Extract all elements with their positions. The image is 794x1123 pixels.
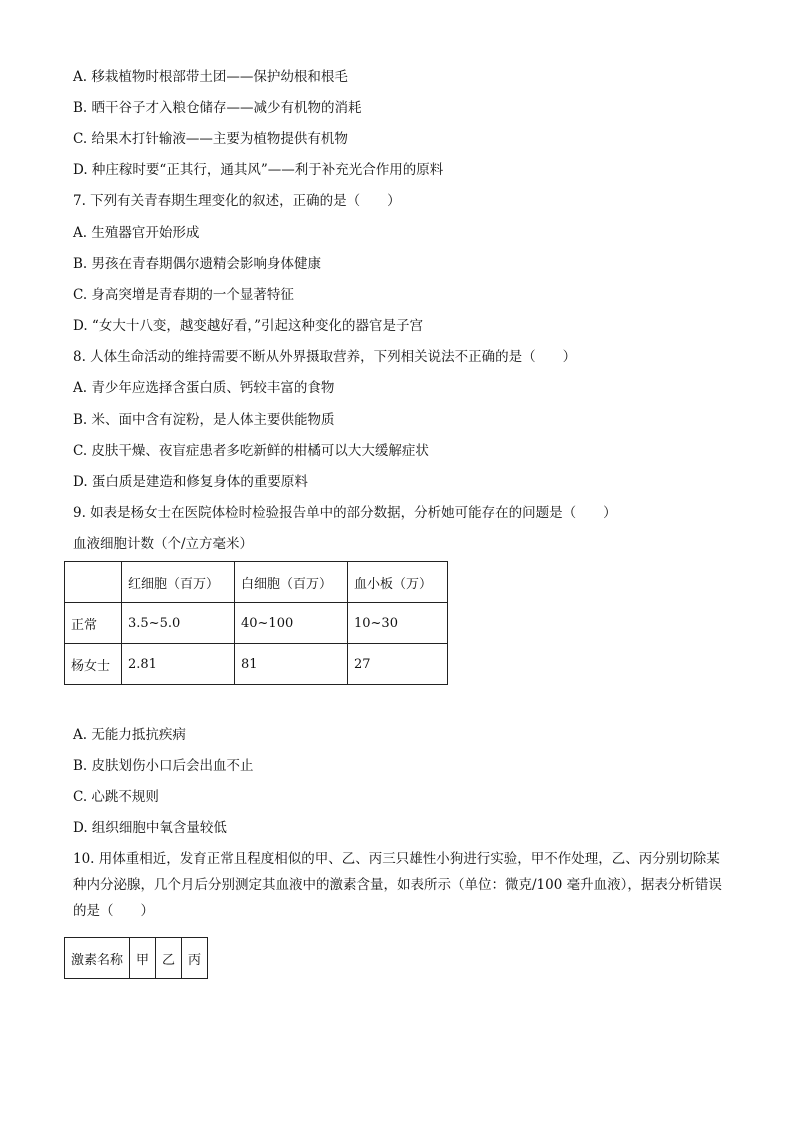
q8-option-d: D. 蛋白质是建造和修复身体的重要原料 <box>73 474 308 490</box>
q9-stem: 9. 如表是杨女士在医院体检时检验报告单中的部分数据，分析她可能存在的问题是（ ） <box>73 505 617 521</box>
q7-option-b: B. 男孩在青春期偶尔遗精会影响身体健康 <box>73 256 322 272</box>
table-header-cell <box>65 562 122 603</box>
q9-option-c: C. 心跳不规则 <box>73 789 159 805</box>
q6-option-c: C. 给果木打针输液——主要为植物提供有机物 <box>73 131 348 147</box>
table-header-cell: 白细胞（百万） <box>235 562 348 603</box>
q9-table-caption: 血液细胞计数（个/立方毫米） <box>73 536 254 552</box>
q7-option-d: D. “女大十八变，越变越好看，”引起这种变化的器官是子宫 <box>73 318 423 334</box>
q7-option-c: C. 身高突增是青春期的一个显著特征 <box>73 287 294 303</box>
hormone-table <box>64 937 208 979</box>
q8-stem: 8. 人体生命活动的维持需要不断从外界摄取营养，下列相关说法不正确的是（ ） <box>73 349 577 365</box>
q7-option-a: A. 生殖器官开始形成 <box>73 225 200 241</box>
table-cell: 40~100 <box>235 603 348 644</box>
table-header-cell: 乙 <box>156 938 182 979</box>
q6-option-a: A. 移栽植物时根部带土团——保护幼根和根毛 <box>73 69 348 85</box>
table-cell: 81 <box>235 644 348 685</box>
table-cell: 10~30 <box>348 603 448 644</box>
table-row <box>65 644 448 685</box>
table-row <box>65 562 448 603</box>
table-header-cell: 甲 <box>130 938 156 979</box>
table-header-cell: 丙 <box>182 938 208 979</box>
table-cell: 27 <box>348 644 448 685</box>
q10-stem: 10. 用体重相近，发育正常且程度相似的甲、乙、丙三只雄性小狗进行实验，甲不作处理，乙、丙分别切除某种内分泌腺，几个月后分别测定其血液中的激素含量，如表所示（单位：微克/100 毫升血液），据表分析错误的是（ ） <box>73 851 722 919</box>
table-header-cell: 血小板（万） <box>348 562 448 603</box>
table-cell: 3.5~5.0 <box>122 603 235 644</box>
q8-option-c: C. 皮肤干燥、夜盲症患者多吃新鲜的柑橘可以大大缓解症状 <box>73 443 429 459</box>
q8-option-a: A. 青少年应选择含蛋白质、钙较丰富的食物 <box>73 380 335 396</box>
q6-option-d: D. 种庄稼时要“正其行，通其风”——利于补充光合作用的原料 <box>73 162 444 178</box>
q9-option-d: D. 组织细胞中氧含量较低 <box>73 820 227 836</box>
q7-stem: 7. 下列有关青春期生理变化的叙述，正确的是（ ） <box>73 193 401 209</box>
table-cell: 杨女士 <box>65 644 122 685</box>
q8-option-b: B. 米、面中含有淀粉，是人体主要供能物质 <box>73 412 335 428</box>
table-row <box>65 603 448 644</box>
table-header-cell: 激素名称 <box>65 938 130 979</box>
q9-option-a: A. 无能力抵抗疾病 <box>73 727 186 743</box>
table-header-cell: 红细胞（百万） <box>122 562 235 603</box>
q9-option-b: B. 皮肤划伤小口后会出血不止 <box>73 758 254 774</box>
table-cell: 正常 <box>65 603 122 644</box>
table-cell: 2.81 <box>122 644 235 685</box>
q6-option-b: B. 晒干谷子才入粮仓储存——减少有机物的消耗 <box>73 100 362 116</box>
blood-cell-table <box>64 561 448 685</box>
table-row <box>65 938 208 979</box>
